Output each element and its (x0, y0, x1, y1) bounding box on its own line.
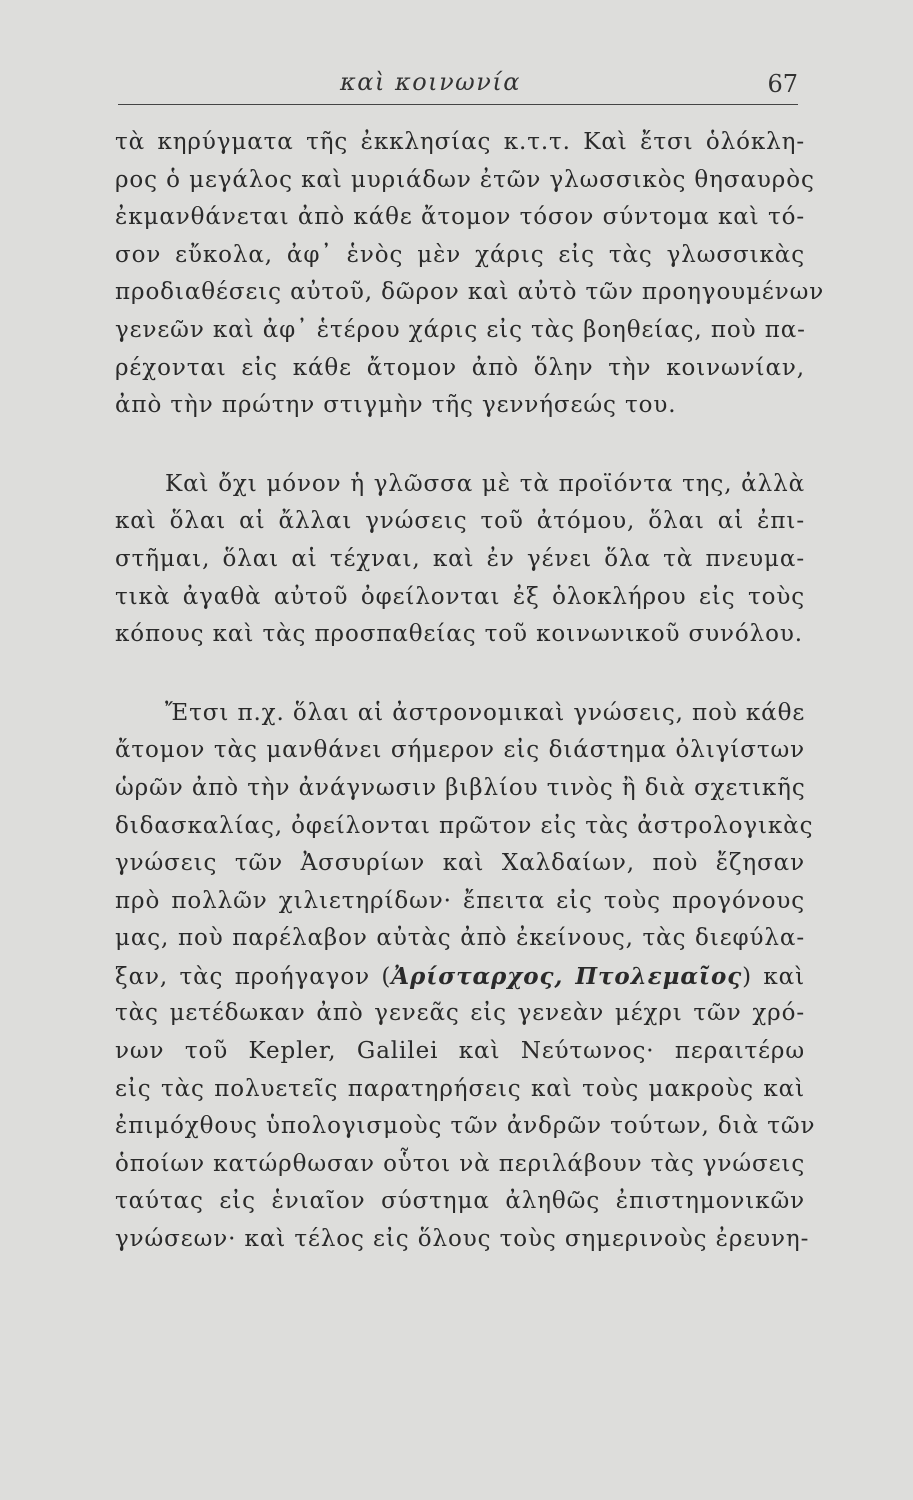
paragraph-1 (115, 124, 825, 425)
text-line: Ἔτσι π.χ. ὅλαι αἱ ἀστρονομικαὶ γνώσεις, ποὺ κάθε (165, 699, 806, 726)
text-line: γενεῶν καὶ ἀφ᾽ ἑτέρου χάρις εἰς τὰς βοηθείας, ποὺ πα- (115, 316, 806, 343)
text-line: διδασκαλίας, ὀφείλονται πρῶτον εἰς τὰς ἀστρολογικὰς (115, 812, 814, 839)
text-line: προδιαθέσεις αὐτοῦ, δῶρον καὶ αὐτὸ τῶν προηγουμένων (115, 279, 825, 306)
text-line: τικὰ ἀγαθὰ αὐτοῦ ὀφείλονται ἐξ ὁλοκλήρου εἰς τοὺς (115, 583, 805, 610)
text-line: τὰ κηρύγματα τῆς ἐκκλησίας κ.τ.τ. Καὶ ἔτσι ὁλόκλη- (115, 129, 805, 155)
text-line: τὰς μετέδωκαν ἀπὸ γενεᾶς εἰς γενεὰν μέχρι τῶν χρό- (115, 1000, 805, 1027)
text-line: εἰς τὰς πολυετεῖς παρατηρήσεις καὶ τοὺς μακροὺς καὶ (115, 1075, 805, 1102)
text-line: Καὶ ὄχι μόνον ἡ γλῶσσα μὲ τὰ προϊόντα της, ἀλλὰ (165, 470, 805, 497)
text-line: ἀπὸ τὴν πρώτην στιγμὴν τῆς γεννήσεώς του. (115, 392, 677, 419)
text-line: ἄτομον τὰς μανθάνει σήμερον εἰς διάστημα ὀλιγίστων (115, 737, 805, 764)
text-line: στῆμαι, ὅλαι αἱ τέχναι, καὶ ἐν γένει ὅλα τὰ πνευμα- (115, 545, 805, 572)
text-line: κόπους καὶ τὰς προσπαθείας τοῦ κοινωνικοῦ συνόλου. (115, 621, 803, 648)
text-line: πρὸ πολλῶν χιλιετηρίδων· ἔπειτα εἰς τοὺς προγόνους (115, 887, 805, 914)
paragraph-3 (115, 695, 816, 1259)
text-line: ἐπιμόχθους ὑπολογισμοὺς τῶν ἀνδρῶν τούτων, διὰ τῶν (115, 1113, 816, 1140)
line-end: ) καὶ (742, 963, 806, 990)
line-start: ξαν, τὰς προήγαγον ( (115, 963, 392, 990)
text-line: ὡρῶν ἀπὸ τὴν ἀνάγνωσιν βιβλίου τινὸς ἢ διὰ σχετικῆς (115, 774, 806, 801)
astronomer-names: Ἀρίσταρχος, Πτολεμαῖος (391, 962, 743, 990)
text-line: σον εὔκολα, ἀφ᾽ ἑνὸς μὲν χάρις εἰς τὰς γλωσσικὰς (115, 241, 805, 268)
text-line: ρέχονται εἰς κάθε ἄτομον ἀπὸ ὅλην τὴν κοινωνίαν, (115, 354, 805, 381)
text-line: καὶ ὅλαι αἱ ἄλλαι γνώσεις τοῦ ἀτόμου, ὅλαι αἱ ἐπι- (115, 508, 805, 535)
text-line-with-names (115, 958, 805, 996)
text-line: ταύτας εἰς ἑνιαῖον σύστημα ἀληθῶς ἐπιστημονικῶν (115, 1188, 805, 1215)
text-line: ἐκμανθάνεται ἀπὸ κάθε ἄτομον τόσον σύντομα καὶ τό- (115, 204, 805, 231)
running-head (118, 64, 798, 105)
text-line: νων τοῦ Kepler, Galilei καὶ Νεύτωνος· περαιτέρω (115, 1038, 805, 1065)
text-line: μας, ποὺ παρέλαβον αὐτὰς ἀπὸ ἐκείνους, τὰς διεφύλα- (115, 925, 805, 952)
paragraph-2 (115, 466, 805, 654)
text-line: γνώσεις τῶν Ἀσσυρίων καὶ Χαλδαίων, ποὺ ἔζησαν (115, 850, 805, 877)
text-line: ὁποίων κατώρθωσαν οὗτοι νὰ περιλάβουν τὰς γνώσεις (115, 1150, 806, 1177)
paragraph-gap (115, 425, 805, 466)
running-head-title: καὶ κοινωνία (340, 68, 521, 96)
body-text (115, 124, 825, 1259)
text-line: γνώσεων· καὶ τέλος εἰς ὅλους τοὺς σημερινοὺς ἐρευνη- (115, 1226, 810, 1253)
page-number: 67 (767, 70, 798, 98)
paragraph-gap (115, 654, 805, 695)
text-line: ρος ὁ μεγάλος καὶ μυριάδων ἐτῶν γλωσσικὸς θησαυρὸς (115, 166, 815, 193)
